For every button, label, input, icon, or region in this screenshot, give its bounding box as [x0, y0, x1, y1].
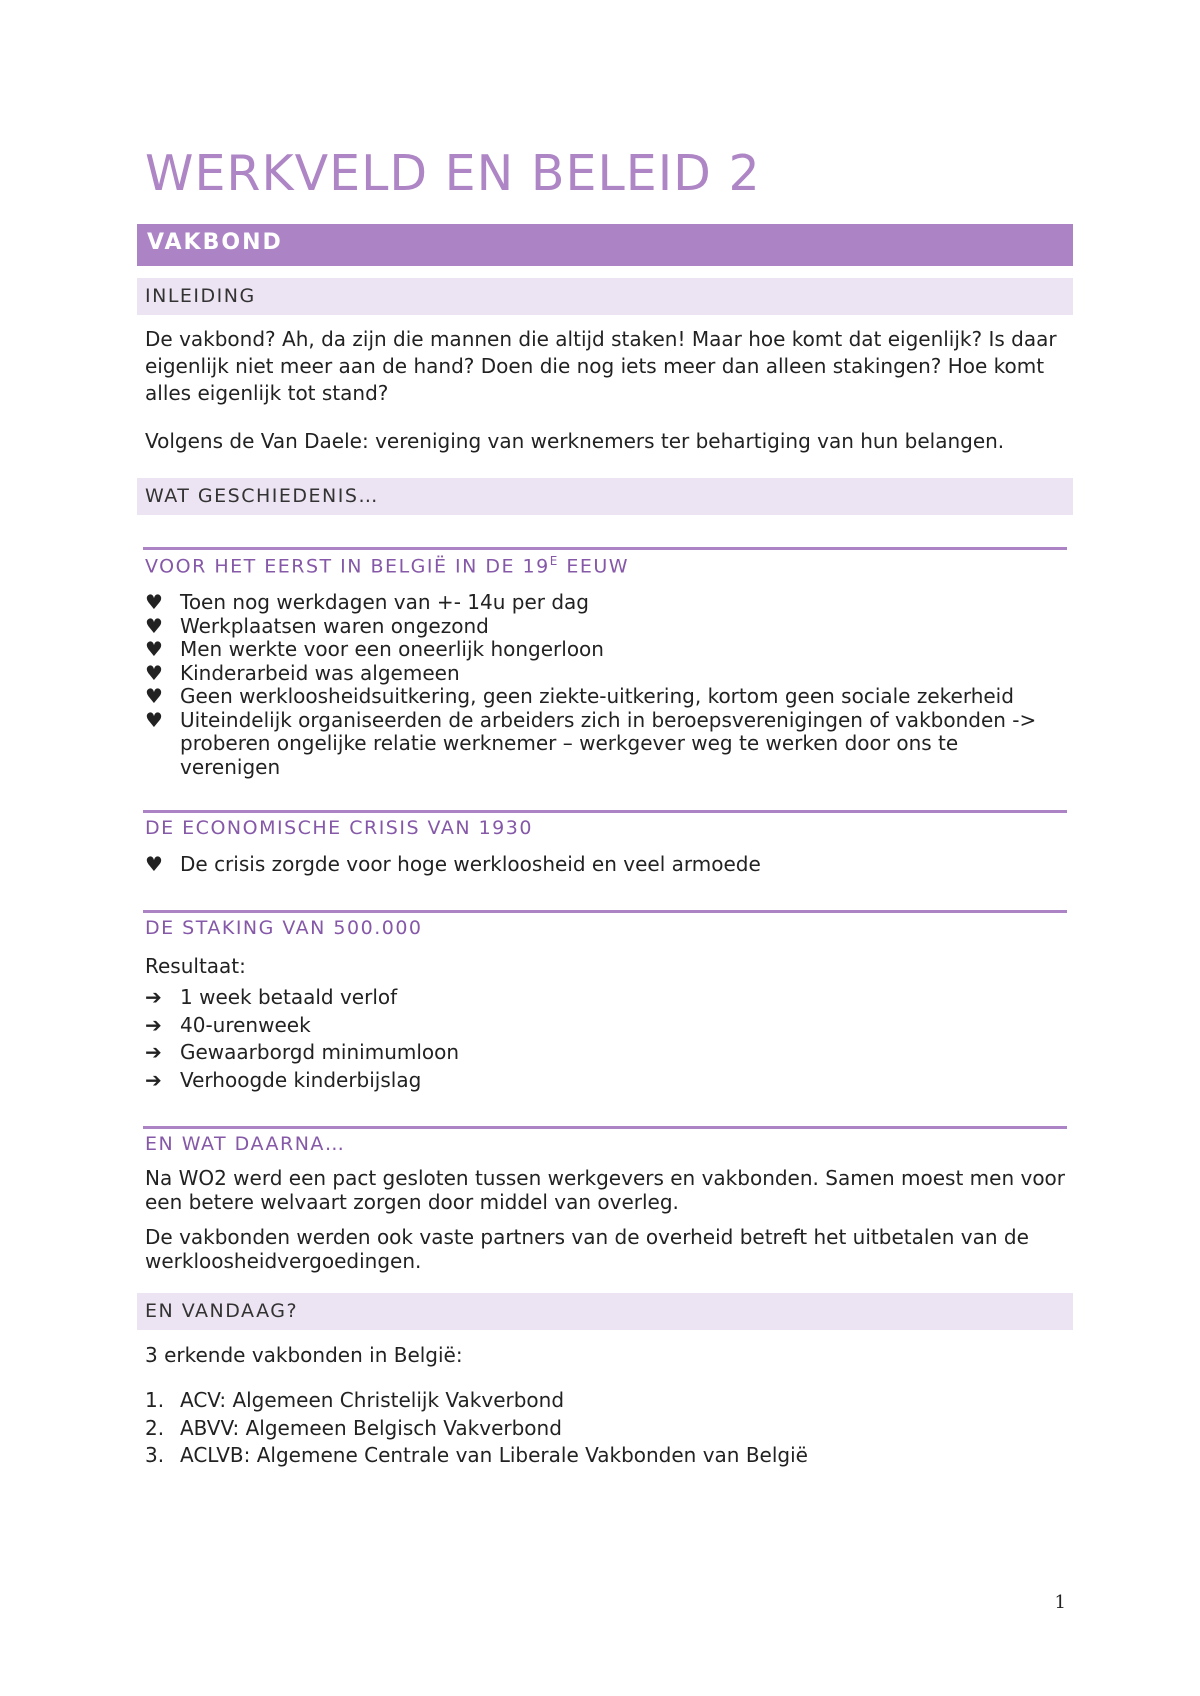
arrow-right-icon: ➔ — [145, 985, 162, 1009]
heart-bullet-icon: ♥ — [145, 852, 163, 876]
heading-text: EEUW — [558, 555, 630, 578]
list-item-text: verenigen — [180, 754, 281, 779]
list-item-text: Geen werkloosheidsuitkering, geen ziekte-uitkering, kortom geen sociale zekerheid — [180, 684, 1014, 708]
list-item-text: Gewaarborgd minimumloon — [180, 1040, 460, 1064]
subsection-heading-vandaag: EN VANDAAG? — [145, 1300, 299, 1322]
subsection-bar-inleiding — [137, 278, 1073, 315]
subsection-heading-geschiedenis: WAT GESCHIEDENIS… — [145, 485, 379, 507]
list-item-text: Toen nog werkdagen van +- 14u per dag — [180, 590, 589, 614]
paragraph-daarna-2: De vakbonden werden ook vaste partners van de overheid betreft het uitbetalen van de werkloosheidvergoedingen. — [145, 1225, 1029, 1273]
arrow-right-icon: ➔ — [145, 1040, 162, 1064]
heading-rule — [143, 547, 1067, 550]
heading-rule — [143, 810, 1067, 813]
heart-bullet-icon: ♥ — [145, 660, 163, 685]
heart-bullet-icon: ♥ — [145, 590, 163, 614]
paragraph-vandaag: 3 erkende vakbonden in België: — [145, 1343, 463, 1367]
heading-text: VOOR HET EERST IN BELGIË IN DE 19 — [145, 555, 550, 578]
list-item-text: Verhoogde kinderbijslag — [180, 1067, 422, 1092]
list-item-text: De crisis zorgde voor hoge werkloosheid en veel armoede — [180, 852, 761, 876]
heading-crisis: DE ECONOMISCHE CRISIS VAN 1930 — [145, 817, 533, 839]
list-item-text: Werkplaatsen waren ongezond — [180, 613, 489, 638]
page-number: 1 — [1054, 1592, 1066, 1613]
list-number: 3. — [145, 1443, 165, 1467]
heading-19e-eeuw — [145, 554, 629, 577]
subsection-heading-inleiding: INLEIDING — [145, 285, 256, 307]
heart-bullet-icon: ♥ — [145, 613, 163, 638]
list-item-text: 40-urenweek — [180, 1012, 311, 1037]
heart-bullet-icon: ♥ — [145, 684, 163, 708]
heading-daarna: EN WAT DAARNA… — [145, 1133, 346, 1155]
list-item-text: Kinderarbeid was algemeen — [180, 660, 460, 685]
list-item-text: ACLVB: Algemene Centrale van Liberale Vakbonden van België — [180, 1443, 808, 1467]
arrow-right-icon: ➔ — [145, 1012, 162, 1037]
list-number: 1. — [145, 1388, 165, 1412]
list-item-text: 1 week betaald verlof — [180, 985, 398, 1009]
heading-staking: DE STAKING VAN 500.000 — [145, 917, 423, 939]
section-heading: VAKBOND — [147, 230, 283, 255]
paragraph-definition: Volgens de Van Daele: vereniging van werknemers ter behartiging van hun belangen. — [145, 429, 1005, 453]
arrow-right-icon: ➔ — [145, 1067, 162, 1092]
heading-superscript: E — [549, 554, 559, 568]
heart-bullet-icon: ♥ — [145, 707, 163, 732]
document-title: WERKVELD EN BELEID 2 — [145, 145, 761, 202]
paragraph-daarna-1: Na WO2 werd een pact gesloten tussen werkgevers en vakbonden. Samen moest men voor een betere welvaart zorgen door middel van overleg. — [145, 1166, 1066, 1214]
paragraph-inleiding: De vakbond? Ah, da zijn die mannen die altijd staken! Maar hoe komt dat eigenlijk? Is daar eigenlijk niet meer aan de hand? Doen die nog iets meer dan alleen stakingen? Hoe komt alles eigenlijk tot stand? — [145, 327, 1057, 405]
heart-bullet-icon: ♥ — [145, 637, 163, 661]
heading-rule — [143, 910, 1067, 913]
list-item-text: ACV: Algemeen Christelijk Vakverbond — [180, 1388, 565, 1412]
list-item-text: Men werkte voor een oneerlijk hongerloon — [180, 637, 604, 661]
list-item-text: proberen ongelijke relatie werknemer – werkgever weg te werken door ons te — [180, 731, 959, 755]
list-item-text: Uiteindelijk organiseerden de arbeiders zich in beroepsverenigingen of vakbonden -> — [180, 707, 1037, 732]
list-number: 2. — [145, 1415, 165, 1440]
heading-rule — [143, 1126, 1067, 1129]
list-item-text: ABVV: Algemeen Belgisch Vakverbond — [180, 1415, 562, 1440]
paragraph-resultaat: Resultaat: — [145, 954, 246, 978]
